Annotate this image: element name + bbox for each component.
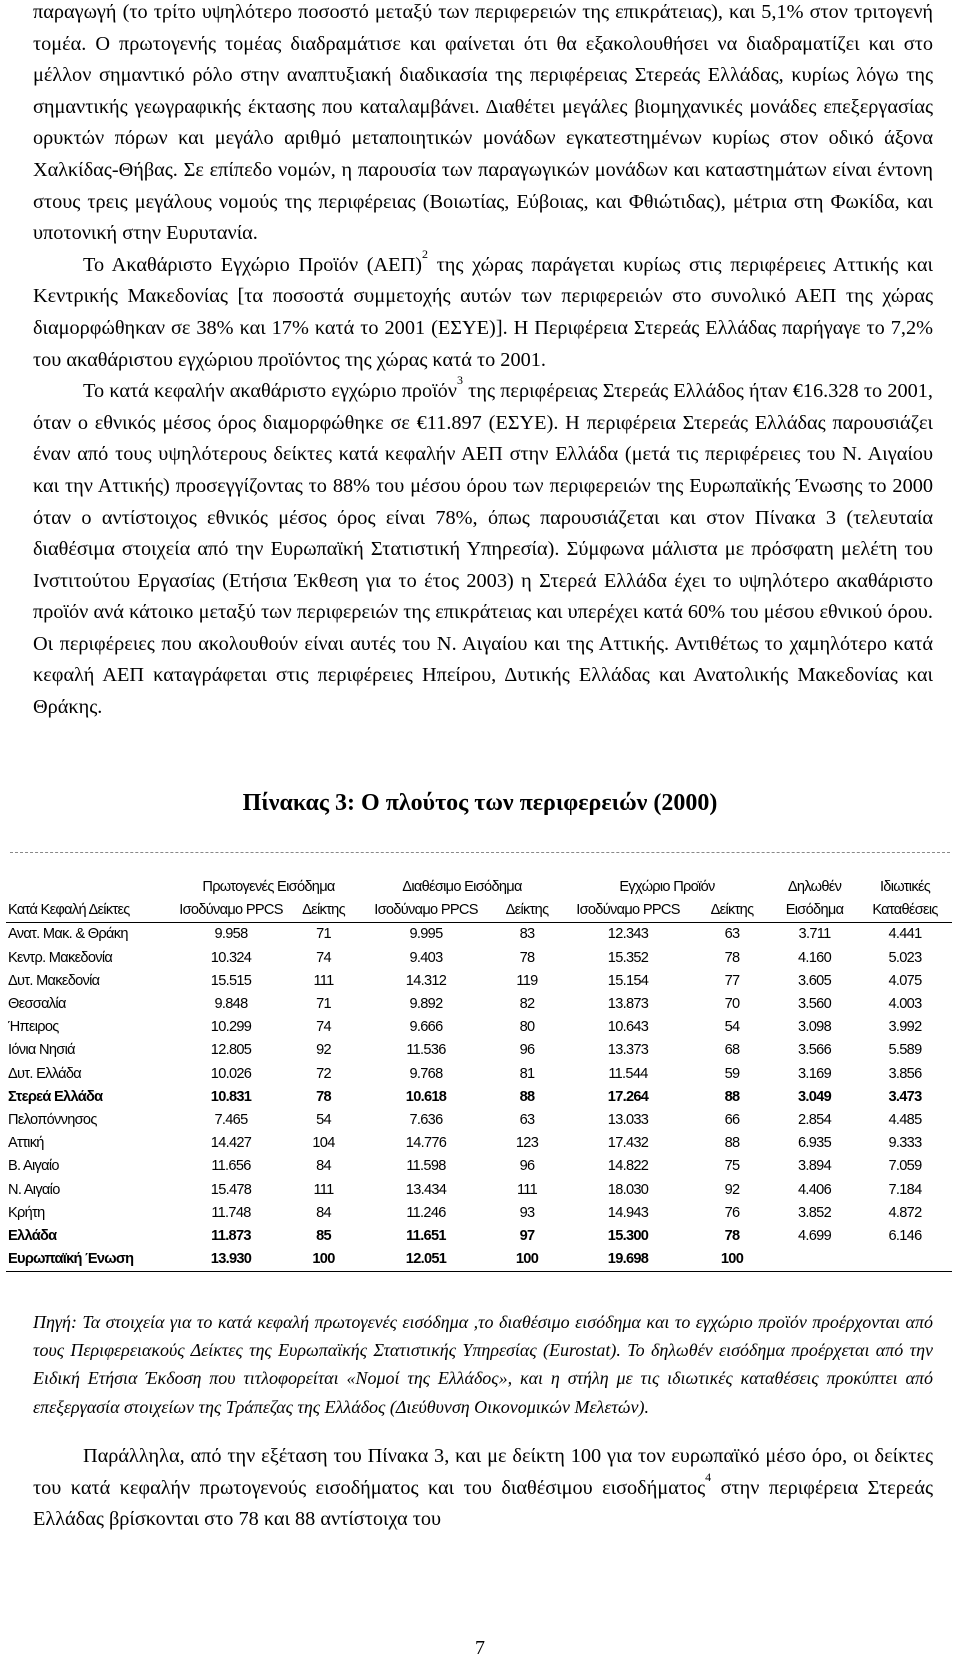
row-cell: 92: [316, 1042, 331, 1059]
row-cell: 119: [516, 972, 538, 989]
row-region: Πελοπόννησος: [8, 1111, 97, 1128]
row-cell: 12.343: [607, 926, 649, 943]
header-deposits: Καταθέσεις: [858, 899, 952, 923]
row-cell: 96: [519, 1042, 535, 1059]
table-row: [6, 1109, 952, 1132]
row-cell: 9.958: [214, 926, 248, 943]
row-cell: 4.075: [888, 972, 922, 989]
row-cell: 3.169: [798, 1065, 832, 1082]
row-cell: [771, 1248, 858, 1272]
row-cell: 19.698: [563, 1248, 693, 1272]
header-index-3: Δείκτης: [693, 899, 771, 923]
table-top-rule: [10, 852, 950, 853]
row-cell: 13.033: [607, 1111, 649, 1128]
row-cell: 10.618: [405, 1088, 447, 1105]
row-cell: 9.333: [888, 1135, 922, 1152]
table-title: Πίνακας 3: Ο πλούτος των περιφερειών (2000): [242, 790, 718, 816]
row-cell: 3.605: [798, 972, 832, 989]
row-cell: 9.768: [409, 1065, 443, 1082]
row-cell: 15.515: [210, 972, 252, 989]
row-cell: 9.666: [409, 1019, 443, 1036]
row-cell: 7.465: [214, 1111, 248, 1128]
row-cell: 3.894: [798, 1158, 832, 1175]
row-region: Β. Αιγαίο: [8, 1158, 59, 1175]
row-cell: 80: [519, 1019, 535, 1036]
row-cell: 77: [724, 972, 740, 989]
header-primary-income: Πρωτογενές Εισόδημα: [202, 879, 335, 896]
header-ppcs-2: Ισοδύναμο PPCS: [361, 899, 491, 923]
table-row: [6, 1132, 952, 1155]
row-cell: 3.992: [888, 1019, 922, 1036]
row-cell: 15.300: [607, 1227, 649, 1244]
header-per-capita-indices: Κατά Κεφαλή Δείκτες: [6, 899, 176, 923]
row-cell: 76: [724, 1204, 740, 1221]
paragraph-gdp-text-cont: της χώρας παράγεται κυρίως στις περιφέρειες Αττικής και Κεντρικής Μακεδονίας [τα ποσοστά συμμετοχής αυτών των περιφερειών στο συνολικό ΑΕΠ της χώρας διαμορφώθηκαν σε 38% και 17% κατά το 2001 (ΕΣΥΕ)]. Η Περιφέρεια Στερεάς Ελλάδας παρήγαγε το 7,2% του ακαθάριστου εγχώριου προϊόντος της χώρας κατά το 2001.: [33, 253, 933, 371]
row-cell: 15.478: [210, 1181, 252, 1198]
row-region: Αττική: [8, 1135, 44, 1152]
row-cell: 11.544: [608, 1065, 648, 1082]
header-disposable-income: Διαθέσιμο Εισόδημα: [402, 879, 522, 896]
header-index-1: Δείκτης: [286, 899, 361, 923]
table-header-subs: [6, 899, 952, 923]
row-region: Ν. Αιγαίο: [8, 1181, 60, 1198]
table-row: [6, 970, 952, 993]
row-cell: 10.643: [607, 1019, 649, 1036]
row-cell: 5.589: [888, 1042, 922, 1059]
row-cell: 13.930: [176, 1248, 286, 1272]
row-cell: 7.059: [888, 1158, 922, 1175]
table-row: [6, 1063, 952, 1086]
row-cell: 83: [519, 926, 535, 943]
row-cell: 100: [491, 1248, 563, 1272]
row-cell: 12.051: [361, 1248, 491, 1272]
table-row: [6, 1016, 952, 1039]
header-private: Ιδιωτικές: [879, 879, 931, 896]
row-cell: 71: [316, 926, 331, 943]
row-cell: 14.776: [405, 1135, 447, 1152]
row-cell: 10.831: [210, 1088, 252, 1105]
row-cell: 15.352: [607, 949, 649, 966]
row-cell: 97: [519, 1227, 535, 1244]
row-cell: 3.560: [798, 996, 832, 1013]
row-cell: 104: [312, 1135, 335, 1152]
row-region: Ανατ. Μακ. & Θράκη: [8, 926, 128, 943]
paragraph-gdp-text: Το Ακαθάριστο Εγχώριο Προϊόν (ΑΕΠ): [83, 253, 422, 276]
row-cell: 11.536: [406, 1042, 446, 1059]
row-cell: 59: [724, 1065, 740, 1082]
row-cell: 78: [519, 949, 535, 966]
row-cell: 111: [516, 1181, 538, 1198]
row-cell: 66: [724, 1111, 740, 1128]
row-cell: 72: [316, 1065, 331, 1082]
table-row: [6, 1039, 952, 1062]
row-cell: 11.873: [211, 1227, 251, 1244]
row-cell: 12.805: [210, 1042, 252, 1059]
row-cell: 9.848: [214, 996, 248, 1013]
row-cell: 96: [519, 1158, 535, 1175]
paragraph-indices-text-cont: στην περιφέρεια Στερεάς Ελλάδας βρίσκονται στο 78 και 88 αντίστοιχα του: [33, 1476, 933, 1531]
row-cell: 54: [724, 1019, 740, 1036]
row-region: Δυτ. Ελλάδα: [8, 1065, 82, 1082]
row-cell: 111: [313, 972, 334, 989]
header-declared: Δηλωθέν: [787, 879, 842, 896]
row-region: Θεσσαλία: [8, 996, 66, 1013]
row-cell: 11.598: [406, 1158, 446, 1175]
paragraph-gdp-per-capita: [33, 373, 933, 724]
row-cell: 15.154: [607, 972, 649, 989]
row-cell: 74: [316, 949, 331, 966]
header-ppcs-3: Ισοδύναμο PPCS: [563, 899, 693, 923]
header-empty: [6, 876, 176, 899]
table-row: [6, 947, 952, 970]
row-cell: 14.822: [607, 1158, 649, 1175]
row-cell: 14.427: [210, 1135, 252, 1152]
table-row: [6, 1086, 952, 1109]
table-row: [6, 1155, 952, 1178]
row-cell: 11.246: [406, 1204, 446, 1221]
wealth-table: [6, 876, 952, 1272]
row-cell: 111: [313, 1181, 334, 1198]
row-cell: 54: [316, 1111, 331, 1128]
row-cell: 5.023: [888, 949, 922, 966]
row-cell: 123: [515, 1135, 539, 1152]
row-cell: 9.892: [409, 996, 443, 1013]
row-cell: 13.434: [405, 1181, 447, 1198]
row-cell: 9.403: [409, 949, 443, 966]
row-region: Ελλάδα: [8, 1227, 57, 1244]
row-cell: 11.656: [211, 1158, 251, 1175]
row-region: Ήπειρος: [8, 1019, 59, 1036]
row-cell: 9.995: [409, 926, 443, 943]
row-cell: 4.406: [798, 1181, 832, 1198]
row-cell: 88: [519, 1088, 535, 1105]
row-cell: 100: [693, 1248, 771, 1272]
row-cell: 63: [519, 1111, 535, 1128]
paragraph-indices-text: Παράλληλα, από την εξέταση του Πίνακα 3, και με δείκτη 100 για τον ευρωπαϊκό μέσο όρο, οι δείκτες του κατά κεφαλήν πρωτογενούς εισοδήματος και του διαθέσιμου εισοδήματος: [33, 1445, 933, 1499]
row-region: Ιόνια Νησιά: [8, 1042, 75, 1059]
row-cell: 4.699: [798, 1227, 832, 1244]
row-cell: 10.299: [210, 1019, 252, 1036]
row-cell: 88: [724, 1088, 740, 1105]
row-cell: 71: [316, 996, 331, 1013]
table-header-groups: [6, 876, 952, 899]
footnote-ref-3: 3: [456, 373, 463, 388]
row-cell: 81: [519, 1065, 535, 1082]
row-cell: 84: [316, 1158, 331, 1175]
row-cell: 4.003: [888, 996, 922, 1013]
row-cell: 18.030: [607, 1181, 649, 1198]
header-index-2: Δείκτης: [491, 899, 563, 923]
row-cell: 68: [724, 1042, 740, 1059]
row-region: Ευρωπαϊκή Ένωση: [6, 1248, 176, 1272]
row-cell: 6.935: [798, 1135, 832, 1152]
row-cell: 7.184: [888, 1181, 922, 1198]
row-cell: 82: [519, 996, 535, 1013]
row-cell: 11.651: [406, 1227, 446, 1244]
table-row: [6, 1178, 952, 1201]
row-cell: 85: [316, 1227, 331, 1244]
paragraph-gdp-per-capita-text: Το κατά κεφαλήν ακαθάριστο εγχώριο προϊόν: [83, 380, 457, 403]
row-cell: 93: [519, 1204, 535, 1221]
row-region: Κεντρ. Μακεδονία: [8, 949, 113, 966]
paragraph-gdp-per-capita-text-cont: της περιφέρειας Στερεάς Ελλάδος ήταν €16.328 το 2001, όταν ο εθνικός μέσος όρος διαμορφώθηκε σε €11.897 (ΕΣΥΕ). Η περιφέρεια Στερεάς Ελλάδας παρουσιάζει έναν από τους υψηλότερους δείκτες κατά κεφαλήν ΑΕΠ στην Ελλάδα (μετά τις περιφέρειες του Ν. Αιγαίου και την Αττικής) προσεγγίζοντας το 88% του μέσου όρου των περιφερειών της Ευρωπαϊκής Ένωσης το 2000 όταν ο αντίστοιχος εθνικός μέσος όρος είναι 78%, όπως παρουσιάζεται και στον Πίνακα 3 (τελευταία διαθέσιμα στοιχεία από την Ευρωπαϊκή Στατιστική Υπηρεσία). Σύμφωνα μάλιστα με πρόσφατη μελέτη του Ινστιτούτου Εργασίας (Ετήσια Έκθεση για το έτος 2003) η Στερεά Ελλάδα έχει το υψηλότερο ακαθάριστο προϊόν ανά κάτοικο μεταξύ των περιφερειών της επικράτειας και υπερέχει κατά 60% του μέσου εθνικού όρου. Οι περιφέρειες που ακολουθούν είναι αυτές του Ν. Αιγαίου και της Αττικής. Αντιθέτως το χαμηλότερο κατά κεφαλή ΑΕΠ καταγράφεται στις περιφέρειες Ηπείρου, Δυτικής Ελλάδας και Ανατολικής Μακεδονίας και Θράκης.: [33, 380, 933, 719]
row-cell: 7.636: [409, 1111, 443, 1128]
row-cell: 3.473: [888, 1088, 922, 1105]
row-cell: 4.872: [888, 1204, 922, 1221]
row-cell: 3.856: [888, 1065, 922, 1082]
row-cell: 14.312: [405, 972, 447, 989]
row-cell: 4.485: [888, 1111, 922, 1128]
row-cell: 100: [286, 1248, 361, 1272]
table-row: [6, 923, 952, 947]
row-cell: 13.873: [607, 996, 649, 1013]
page-number: 7: [475, 1637, 485, 1659]
footnote-ref-2: 2: [421, 246, 428, 261]
body-text-top: [33, 0, 933, 724]
header-income: Εισόδημα: [771, 899, 858, 923]
footnote-ref-4: 4: [705, 1469, 712, 1484]
table-row: [6, 1202, 952, 1225]
row-cell: 17.432: [607, 1135, 649, 1152]
row-cell: 2.854: [798, 1111, 832, 1128]
row-cell: 10.324: [210, 949, 252, 966]
row-cell: 88: [724, 1135, 740, 1152]
row-cell: 6.146: [888, 1227, 922, 1244]
row-cell: 10.026: [210, 1065, 252, 1082]
row-region: Δυτ. Μακεδονία: [8, 972, 100, 989]
table-row: [6, 1225, 952, 1248]
paragraph-industry: παραγωγή (το τρίτο υψηλότερο ποσοστό μεταξύ των περιφερειών της επικράτειας), και 5,1% στον τριτογενή τομέα. Ο πρωτογενής τομέας διαδραμάτισε και φαίνεται ότι θα εξακολουθήσει να διαδραματίζει και στο μέλλον σημαντικό ρόλο στην αναπτυξιακή διαδικασία της περιφέρειας Στερεάς Ελλάδας, κυρίως λόγω της σημαντικής γεωγραφικής έκτασης που καταλαμβάνει. Διαθέτει μεγάλες βιομηχανικές μονάδες επεξεργασίας ορυκτών πόρων και μεγάλο αριθμό μεταποιητικών μονάδων εγκατεστημένων κυρίως στον οδικό άξονα Χαλκίδας-Θήβας. Σε επίπεδο νομών, η παρουσία των παραγωγικών μονάδων και καταστημάτων είναι έντονη στους τρεις μεγάλους νομούς της περιφέρειας (Βοιωτίας, Εύβοιας, και Φθιώτιδας), μέτρια στη Φωκίδα, και υποτονική στην Ευρυτανία.: [33, 1, 933, 245]
row-cell: 92: [724, 1181, 740, 1198]
row-region: Στερεά Ελλάδα: [8, 1088, 103, 1105]
row-cell: 11.748: [211, 1204, 251, 1221]
table-body: [6, 923, 952, 1272]
paragraph-gdp: [33, 246, 933, 376]
row-cell: 63: [724, 926, 740, 943]
table-row: [6, 993, 952, 1016]
row-cell: 13.373: [607, 1042, 649, 1059]
table-row: [6, 1248, 952, 1272]
row-cell: 70: [724, 996, 740, 1013]
row-cell: 75: [724, 1158, 740, 1175]
row-cell: 84: [316, 1204, 331, 1221]
row-cell: 78: [724, 1227, 740, 1244]
row-cell: 14.943: [607, 1204, 649, 1221]
source-note: Πηγή: Τα στοιχεία για το κατά κεφαλή πρωτογενές εισόδημα ,το διαθέσιμο εισόδημα και το εγχώριο προϊόν προέρχονται από τους Περιφερειακούς Δείκτες της Ευρωπαϊκής Στατιστικής Υπηρεσίας (Eurostat). Το δηλωθέν εισόδημα προέρχεται από την Ειδική Ετήσια Έκδοση που τιτλοφορείται «Νομοί της Ελλάδος», και η στήλη με τις ιδιωτικές καταθέσεις προκύπτει από επεξεργασία στοιχείων της Τράπεζας της Ελλάδος (Διεύθυνση Οικονομικών Μελετών).: [33, 1312, 933, 1417]
row-cell: 78: [316, 1088, 331, 1105]
paragraph-indices: [33, 1441, 933, 1536]
row-cell: 74: [316, 1019, 331, 1036]
row-cell: 3.049: [798, 1088, 832, 1105]
row-cell: [858, 1248, 952, 1272]
row-region: Κρήτη: [8, 1204, 45, 1221]
row-cell: 17.264: [607, 1088, 649, 1105]
row-cell: 4.441: [888, 926, 922, 943]
body-text-bottom: [33, 1441, 933, 1536]
row-cell: 3.098: [798, 1019, 832, 1036]
row-cell: 78: [724, 949, 740, 966]
row-cell: 3.852: [798, 1204, 832, 1221]
header-domestic-product: Εγχώριο Προϊόν: [619, 879, 715, 896]
row-cell: 3.711: [798, 926, 831, 943]
header-ppcs-1: Ισοδύναμο PPCS: [176, 899, 286, 923]
row-cell: 4.160: [798, 949, 832, 966]
row-cell: 3.566: [798, 1042, 832, 1059]
